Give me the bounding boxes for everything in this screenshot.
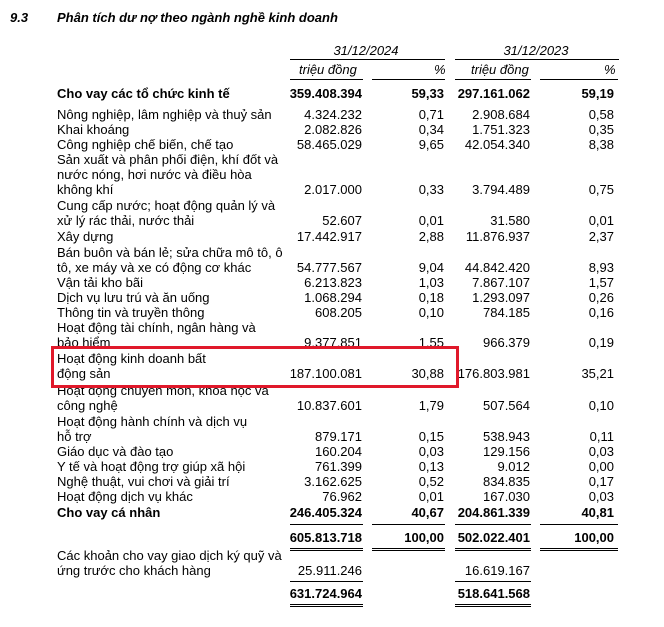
- row-label: Cung cấp nước; hoạt động quản lý và xử lý rác thải, nước thải: [57, 198, 276, 228]
- pct-2023: 35,21: [581, 366, 614, 381]
- pct-2023: 40,81: [581, 505, 614, 520]
- unit-underline-pct-2024: [372, 79, 445, 80]
- value-2024: 6.213.823: [304, 275, 362, 290]
- value-2024: 76.962: [322, 489, 362, 504]
- pct-2023: 0,19: [588, 335, 614, 350]
- total-value-2023: 518.641.568: [457, 586, 530, 601]
- pct-2024: 30,88: [411, 366, 444, 381]
- pct-2023: 0,75: [588, 182, 614, 197]
- value-2023: 9.012: [497, 459, 530, 474]
- row-label: Khai khoáng: [57, 122, 130, 137]
- pct-2023: 59,19: [581, 86, 614, 101]
- value-2023: 2.908.684: [472, 107, 530, 122]
- value-2024: 58.465.029: [296, 137, 362, 152]
- pct-2023: 2,37: [588, 229, 614, 244]
- row-label: Sản xuất và phân phối điện, khí đốt và nước nóng, hơi nước và điều hòa không khí: [57, 152, 279, 197]
- value-2023: 784.185: [483, 305, 530, 320]
- value-2023: 11.876.937: [465, 229, 530, 244]
- pct-2023: 0,35: [588, 122, 614, 137]
- value-2023: 834.835: [483, 474, 530, 489]
- total-value-2024: 631.724.964: [289, 586, 362, 601]
- value-2024: 246.405.324: [289, 505, 362, 520]
- column-date-2023: 31/12/2023: [503, 43, 569, 58]
- subtotal-line-amount-2023: [455, 524, 531, 525]
- pct-2024: 0,34: [418, 122, 444, 137]
- section-title: Phân tích dư nợ theo ngành nghề kinh doanh: [57, 10, 338, 25]
- value-2023: 297.161.062: [457, 86, 530, 101]
- value-2023: 507.564: [483, 398, 530, 413]
- total-line-amount-2023: [455, 581, 531, 582]
- row-label: Nghệ thuật, vui chơi và giải trí: [57, 474, 230, 489]
- value-2024: 879.171: [315, 429, 362, 444]
- pct-2024: 40,67: [411, 505, 444, 520]
- pct-2023: 0,10: [588, 398, 614, 413]
- pct-2023: 0,03: [588, 489, 614, 504]
- value-2023: 44.842.420: [464, 260, 530, 275]
- value-2024: 54.777.567: [296, 260, 362, 275]
- pct-2024: 0,13: [418, 459, 444, 474]
- pct-2024: 1,55: [418, 335, 444, 350]
- value-2024: 17.442.917: [296, 229, 362, 244]
- value-2024: 608.205: [315, 305, 362, 320]
- row-label: Dịch vụ lưu trú và ăn uống: [57, 290, 210, 305]
- total-line-amount-2024: [290, 581, 363, 582]
- unit-pct-2023: %: [604, 62, 616, 77]
- subtotal-double-line-amount-2024: [290, 548, 363, 551]
- subtotal-pct-2023: 100,00: [574, 530, 614, 545]
- section-number: 9.3: [10, 10, 29, 25]
- pct-2023: 0,58: [588, 107, 614, 122]
- value-2024: 2.017.000: [304, 182, 362, 197]
- subtotal-value-2023: 502.022.401: [457, 530, 530, 545]
- pct-2023: 0,03: [588, 444, 614, 459]
- row-label: Hoạt động dịch vụ khác: [57, 489, 193, 504]
- value-2023: 7.867.107: [472, 275, 530, 290]
- total-double-line-amount-2024: [290, 604, 363, 607]
- pct-2024: 59,33: [411, 86, 444, 101]
- pct-2024: 0,71: [418, 107, 444, 122]
- row-label: Y tế và hoạt động trợ giúp xã hội: [57, 459, 246, 474]
- unit-amount-2023: triệu đồng: [471, 62, 529, 77]
- margin-value-2023: 16.619.167: [464, 563, 530, 578]
- pct-2024: 0,52: [418, 474, 444, 489]
- value-2024: 359.408.394: [289, 86, 362, 101]
- pct-2023: 8,38: [588, 137, 614, 152]
- subtotal-pct-2024: 100,00: [404, 530, 444, 545]
- subtotal-double-line-pct-2024: [372, 548, 445, 551]
- pct-2024: 0,15: [418, 429, 444, 444]
- row-label: Cho vay cá nhân: [57, 505, 161, 520]
- value-2024: 1.068.294: [304, 290, 362, 305]
- row-label: Bán buôn và bán lẻ; sửa chữa mô tô, ô tô, xe máy và xe có động cơ khác: [57, 245, 283, 275]
- row-label: Xây dựng: [57, 229, 114, 244]
- value-2024: 3.162.625: [304, 474, 362, 489]
- row-label: Các khoản cho vay giao dịch ký quỹ và ứng trước cho khách hàng: [57, 548, 282, 578]
- pct-2024: 9,65: [418, 137, 444, 152]
- real-estate-highlight-box: [51, 346, 459, 388]
- pct-2023: 0,00: [588, 459, 614, 474]
- row-label: Thông tin và truyền thông: [57, 305, 205, 320]
- value-2024: 160.204: [315, 444, 362, 459]
- pct-2024: 0,03: [418, 444, 444, 459]
- value-2023: 1.751.323: [472, 122, 530, 137]
- value-2024: 52.607: [322, 213, 362, 228]
- pct-2024: 0,10: [418, 305, 444, 320]
- row-label: Giáo dục và đào tạo: [57, 444, 174, 459]
- unit-underline-pct-2023: [540, 79, 618, 80]
- value-2024: 9.377.851: [304, 335, 362, 350]
- row-label: Công nghiệp chế biến, chế tạo: [57, 137, 234, 152]
- value-2023: 31.580: [490, 213, 530, 228]
- date-underline-2024: [290, 59, 445, 60]
- pct-2024: 2,88: [418, 229, 444, 244]
- pct-2024: 0,18: [418, 290, 444, 305]
- value-2023: 129.156: [483, 444, 530, 459]
- pct-2024: 0,01: [418, 213, 444, 228]
- unit-pct-2024: %: [434, 62, 446, 77]
- value-2023: 42.054.340: [464, 137, 530, 152]
- value-2024: 2.082.826: [304, 122, 362, 137]
- unit-underline-amount-2024: [290, 79, 363, 80]
- pct-2023: 0,17: [588, 474, 614, 489]
- row-label: Hoạt động hành chính và dịch vụ hỗ trợ: [57, 414, 248, 444]
- row-label: Vận tải kho bãi: [57, 275, 144, 290]
- row-label: Hoạt động kinh doanh bất động sản: [57, 351, 206, 381]
- unit-amount-2024: triệu đồng: [299, 62, 357, 77]
- value-2023: 538.943: [483, 429, 530, 444]
- value-2023: 3.794.489: [472, 182, 530, 197]
- subtotal-value-2024: 605.813.718: [289, 530, 362, 545]
- value-2024: 10.837.601: [296, 398, 362, 413]
- pct-2023: 0,01: [588, 213, 614, 228]
- row-label: Nông nghiệp, lâm nghiệp và thuỷ sản: [57, 107, 272, 122]
- total-double-line-amount-2023: [455, 604, 531, 607]
- value-2024: 4.324.232: [304, 107, 362, 122]
- value-2024: 187.100.081: [289, 366, 362, 381]
- pct-2023: 8,93: [588, 260, 614, 275]
- pct-2024: 0,01: [418, 489, 444, 504]
- row-label: Cho vay các tổ chức kinh tế: [57, 86, 230, 101]
- value-2023: 1.293.097: [472, 290, 530, 305]
- subtotal-line-pct-2024: [372, 524, 445, 525]
- value-2024: 761.399: [315, 459, 362, 474]
- pct-2024: 1,79: [418, 398, 444, 413]
- subtotal-double-line-pct-2023: [540, 548, 618, 551]
- subtotal-double-line-amount-2023: [455, 548, 531, 551]
- subtotal-line-amount-2024: [290, 524, 363, 525]
- value-2023: 176.803.981: [457, 366, 530, 381]
- pct-2023: 0,16: [588, 305, 614, 320]
- subtotal-line-pct-2023: [540, 524, 618, 525]
- pct-2023: 1,57: [588, 275, 614, 290]
- row-label: Hoạt động chuyên môn, khoa học và công nghệ: [57, 383, 269, 413]
- pct-2023: 0,26: [588, 290, 614, 305]
- value-2023: 167.030: [483, 489, 530, 504]
- pct-2024: 1,03: [418, 275, 444, 290]
- date-underline-2023: [455, 59, 619, 60]
- column-date-2024: 31/12/2024: [333, 43, 399, 58]
- row-label: Hoạt động tài chính, ngân hàng và bảo hiểm: [57, 320, 256, 350]
- margin-value-2024: 25.911.246: [297, 563, 362, 578]
- value-2023: 966.379: [483, 335, 530, 350]
- pct-2024: 9,04: [418, 260, 444, 275]
- unit-underline-amount-2023: [455, 79, 531, 80]
- pct-2024: 0,33: [418, 182, 444, 197]
- pct-2023: 0,11: [589, 429, 614, 444]
- value-2023: 204.861.339: [457, 505, 530, 520]
